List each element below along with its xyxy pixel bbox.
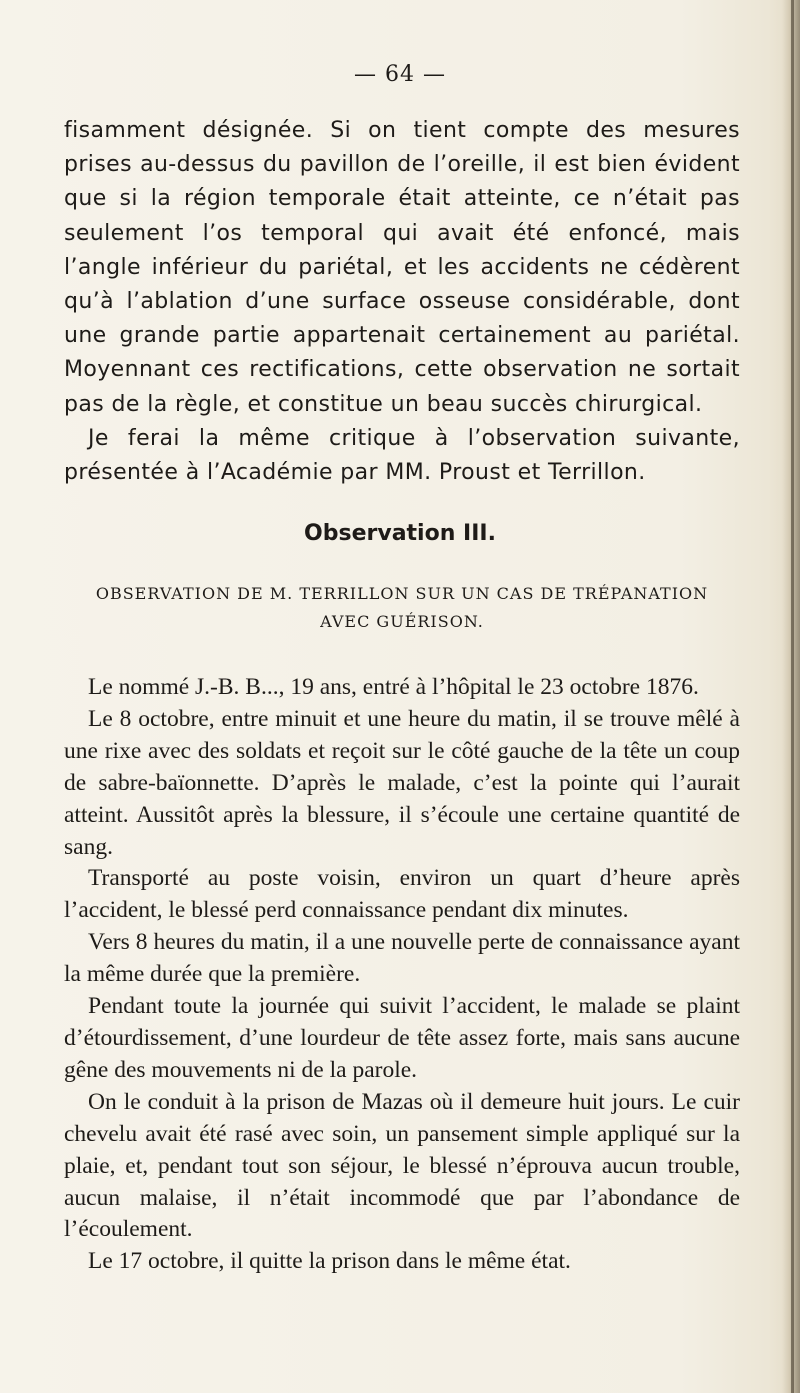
report-paragraph: On le conduit à la prison de Mazas où il demeure huit jours. Le cuir chevelu avait été rasé avec soin, un pansement simple appliqué sur la plaie, et, pendant tout son séjour, le blessé n’éprouva aucun trouble, aucun malaise, il n’était incommodé que par l’abondance de l’écoulement. [64,1088,740,1243]
page-number: — 64 — [354,62,446,87]
intro-paragraph: Je ferai la même critique à l’observation suivante, présentée à l’Académie par MM. Proust et Terrillon. [64,425,740,486]
page-edge-line [791,0,794,1393]
observation-subtitle [64,580,740,636]
intro-text [64,114,740,490]
observation-subtitle-line: OBSERVATION DE M. TERRILLON SUR UN CAS DE TRÉPANATION [95,584,709,603]
report-text [64,672,740,1278]
report-paragraph: Le 17 octobre, il quitte la prison dans le même état. [88,1248,571,1275]
intro-paragraph: fisamment désignée. Si on tient compte des mesures prises au-dessus du pavillon de l’oreille, il est bien évident que si la région temporale était atteinte, ce n’était pas seulement l’os temporal qui avait été enfoncé, mais l’angle inférieur du pariétal, et les accidents ne cédèrent qu’à l’ablation d’une surface osseuse considérable, dont une grande partie appartenait certainement au pariétal. Moyennant ces rectifications, cette observation ne sortait pas de la règle, et constitue un beau succès chirurgical. [64,118,740,417]
report-paragraph: Le nommé J.-B. B..., 19 ans, entré à l’hôpital le 23 octobre 1876. [88,674,699,700]
report-paragraph: Pendant toute la journée qui suivit l’accident, le malade se plaint d’étourdissement, d’une lourdeur de tête assez forte, mais sans aucune gêne des mouvements ni de la parole. [64,993,740,1083]
observation-heading: Observation III. [304,521,496,546]
report-paragraph: Le 8 octobre, entre minuit et une heure du matin, il se trouve mêlé à une rixe avec des soldats et reçoit sur le côté gauche de la tête un coup de sabre-baïonnette. D’après le malade, c’est la pointe qui l’aurait atteint. Aussitôt après la blessure, il s’écoule une certaine quantité de sang. [64,705,740,860]
observation-subtitle-line: AVEC GUÉRISON. [320,612,484,631]
report-paragraph: Transporté au poste voisin, environ un quart d’heure après l’accident, le blessé perd connaissance pendant dix minutes. [64,865,740,924]
report-paragraph: Vers 8 heures du matin, il a une nouvelle perte de connaissance ayant la même durée que la première. [64,929,740,988]
